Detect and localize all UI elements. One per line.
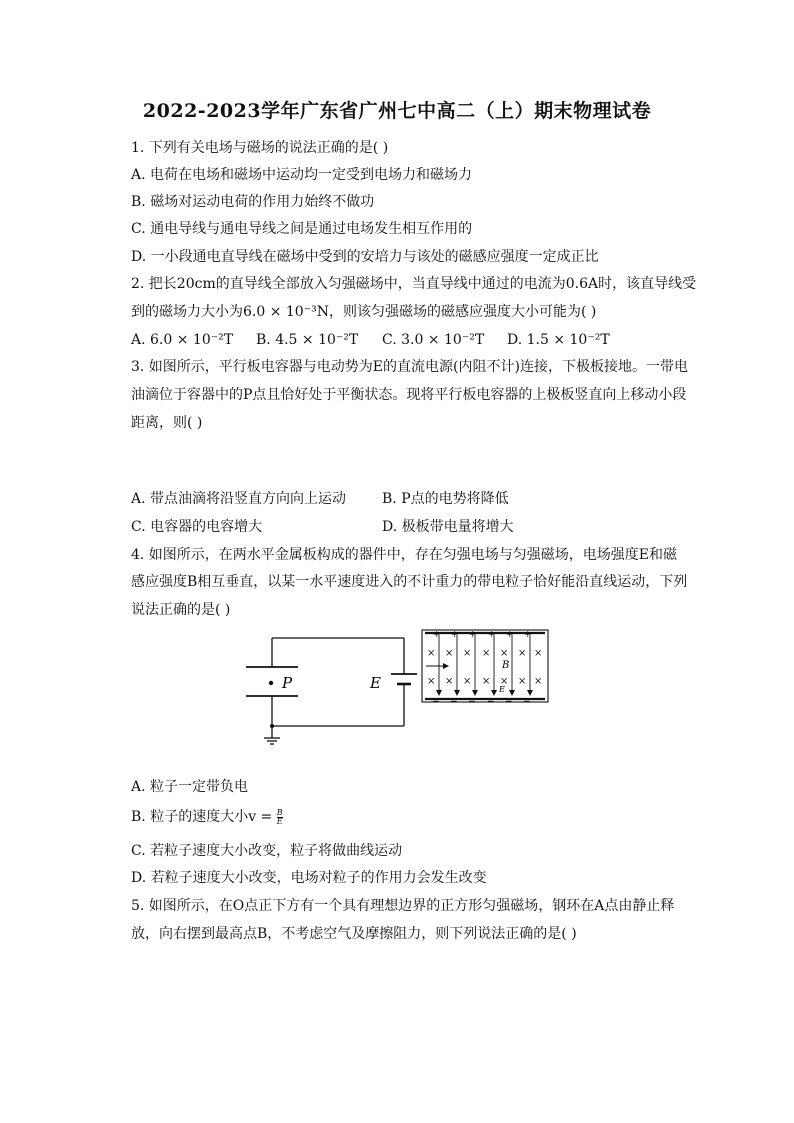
svg-text:−: −	[432, 697, 440, 707]
q1-option-a: A. 电荷在电场和磁场中运动均一定受到电场力和磁场力	[131, 167, 473, 183]
q1-stem: 1. 下列有关电场与磁场的说法正确的是( )	[131, 140, 389, 156]
svg-text:−: −	[505, 697, 513, 707]
svg-text:+: +	[524, 630, 532, 640]
label-e-field: E	[499, 685, 505, 694]
fraction-denominator: E	[276, 816, 283, 826]
q4-option-b-text: B. 粒子的速度大小v =	[131, 809, 273, 825]
plate-charges	[432, 630, 532, 707]
fraction-numerator: B	[276, 807, 283, 817]
q3-option-b: B. P点的电势将降低	[382, 491, 509, 507]
svg-text:×: ×	[463, 676, 472, 687]
svg-text:×: ×	[518, 648, 527, 659]
svg-text:−: −	[487, 697, 495, 707]
b-over-e-fraction	[277, 809, 283, 826]
label-e-source: E	[370, 674, 381, 692]
svg-text:−: −	[523, 697, 531, 707]
q5-stem-line1: 5. 如图所示，在O点正下方有一个具有理想边界的正方形匀强磁场，钢环在A点由静止释	[131, 898, 675, 914]
svg-text:+: +	[451, 630, 459, 640]
svg-text:+: +	[433, 630, 441, 640]
svg-text:×: ×	[500, 648, 509, 659]
q5-stem-line2: 放，向右摆到最高点B，不考虑空气及摩擦阻力，则下列说法正确的是( )	[131, 926, 577, 942]
svg-text:×: ×	[427, 648, 436, 659]
q1-option-b: B. 磁场对运动电荷的作用力始终不做功	[131, 194, 375, 210]
svg-text:+: +	[469, 630, 477, 640]
q2-option-b: B. 4.5 × 10⁻²T	[256, 332, 359, 348]
q4-stem-line3: 说法正确的是( )	[131, 602, 231, 618]
page-title: 2022-2023学年广东省广州七中高二（上）期末物理试卷	[142, 100, 652, 122]
label-p: P	[282, 674, 293, 692]
q3-option-a: A. 带点油滴将沿竖直方向向上运动	[131, 491, 347, 507]
svg-text:×: ×	[463, 648, 472, 659]
physics-figures	[238, 626, 556, 754]
svg-text:+: +	[506, 630, 514, 640]
svg-text:×: ×	[518, 676, 527, 687]
q3-stem-line3: 距离，则( )	[131, 415, 203, 431]
svg-text:−: −	[450, 697, 458, 707]
q2-option-a: A. 6.0 × 10⁻²T	[131, 332, 234, 348]
point-p-dot	[269, 681, 273, 685]
q3-option-d: D. 极板带电量将增大	[382, 519, 514, 535]
q2-stem-line1: 2. 把长20cm的直导线全部放入匀强磁场中，当直导线中通过的电流为0.6A时，该直导线受	[131, 276, 697, 292]
svg-text:×: ×	[482, 648, 491, 659]
q3-option-c: C. 电容器的电容增大	[131, 519, 263, 535]
svg-text:×: ×	[534, 648, 543, 659]
svg-text:+: +	[488, 630, 496, 640]
svg-text:×: ×	[534, 676, 543, 687]
svg-text:×: ×	[482, 676, 491, 687]
svg-text:−: −	[468, 697, 476, 707]
q4-stem-line1: 4. 如图所示，在两水平金属板构成的器件中，存在匀强电场与匀强磁场，电场强度E和磁	[131, 547, 678, 563]
q4-option-b	[131, 808, 283, 826]
svg-text:×: ×	[427, 676, 436, 687]
q2-stem-line2: 到的磁场力大小为6.0 × 10⁻³N，则该匀强磁场的磁感应强度大小可能为( )	[131, 304, 597, 320]
svg-text:×: ×	[445, 648, 454, 659]
q4-option-c: C. 若粒子速度大小改变，粒子将做曲线运动	[131, 843, 403, 859]
ground-node	[270, 724, 274, 728]
q1-option-d: D. 一小段通电直导线在磁场中受到的安培力与该处的磁感应强度一定成正比	[131, 249, 599, 265]
svg-text:×: ×	[500, 676, 509, 687]
capacitor-circuit-figure	[246, 638, 417, 744]
q3-stem-line2: 油滴位于容器中的P点且恰好处于平衡状态。现将平行板电容器的上极板竖直向上移动小段	[131, 387, 687, 403]
q4-option-a: A. 粒子一定带负电	[131, 779, 249, 795]
q4-stem-line2: 感应强度B相互垂直，以某一水平速度进入的不计重力的带电粒子恰好能沿直线运动，下列	[131, 574, 688, 590]
svg-text:×: ×	[445, 676, 454, 687]
q4-option-d: D. 若粒子速度大小改变，电场对粒子的作用力会发生改变	[131, 870, 487, 886]
q3-stem-line1: 3. 如图所示，平行板电容器与电动势为E的直流电源(内阻不计)连接，下极板接地。一带电	[131, 359, 688, 375]
q2-option-d: D. 1.5 × 10⁻²T	[507, 332, 610, 348]
q2-option-c: C. 3.0 × 10⁻²T	[382, 332, 485, 348]
label-b-field: B	[502, 660, 510, 671]
q1-option-c: C. 通电导线与通电导线之间是通过电场发生相互作用的	[131, 221, 473, 237]
